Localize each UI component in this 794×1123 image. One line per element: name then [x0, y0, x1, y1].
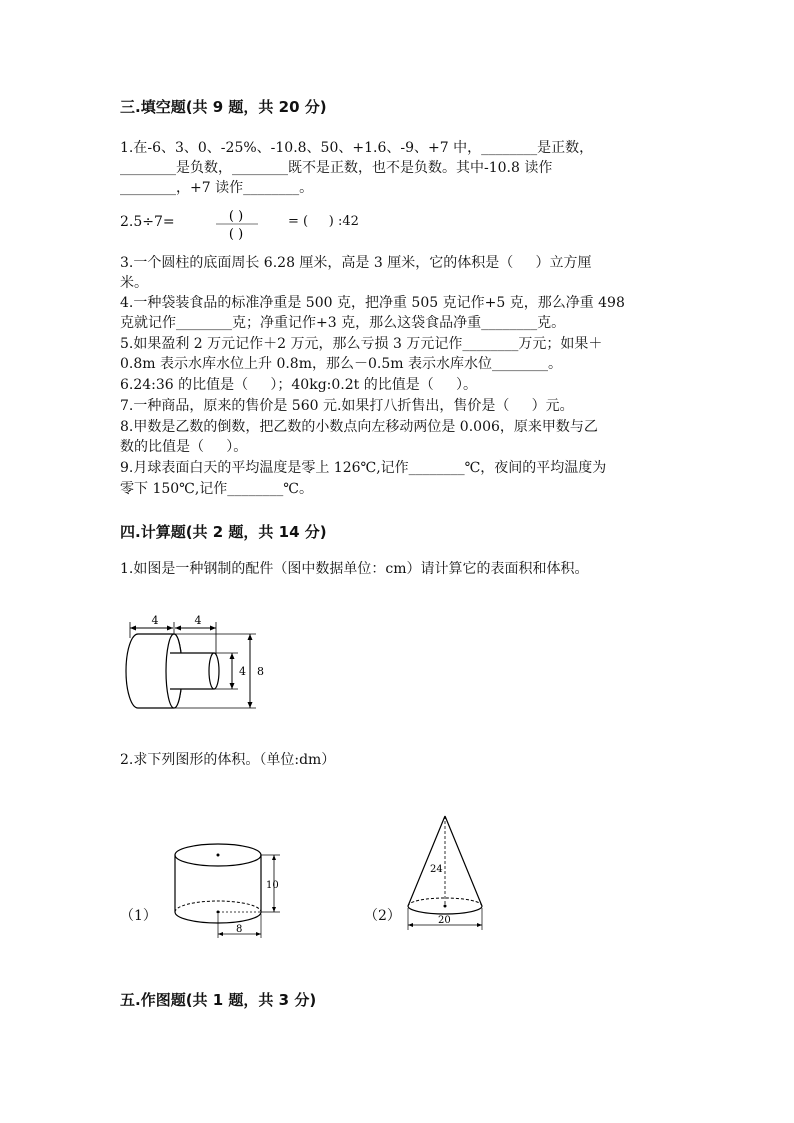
dim-label-2: 4	[194, 614, 202, 627]
section-heading-calculation: 四.计算题(共 2 题，共 14 分)	[120, 523, 327, 541]
fraction-denominator: ( )	[228, 227, 244, 242]
dim-label-4: 8	[257, 665, 264, 678]
calc-q2-text: 2.求下列图形的体积。（单位:dm）	[120, 752, 336, 768]
q1-line3: ________，+7 读作________。	[120, 180, 314, 196]
figure-label-1: （1）	[120, 908, 157, 924]
dim-label-1: 4	[151, 614, 159, 627]
q8-line2: 数的比值是（ ）。	[120, 439, 248, 455]
calc-q1-text: 1.如图是一种钢制的配件（图中数据单位：cm）请计算它的表面积和体积。	[120, 561, 589, 577]
q2-ratio: = ( ) :42	[288, 214, 359, 229]
fraction-numerator: ( )	[228, 209, 244, 224]
cone-diameter-label: 20	[438, 915, 451, 926]
figure-label-2: （2）	[364, 908, 401, 924]
section-heading-drawing: 五.作图题(共 1 题，共 3 分)	[120, 991, 317, 1009]
cylinder-height-label: 10	[266, 880, 279, 891]
q3-line2: 米。	[120, 275, 148, 291]
q7-line: 7.一种商品，原来的售价是 560 元.如果打八折售出，售价是（ ）元。	[120, 398, 574, 414]
q9-line1: 9.月球表面白天的平均温度是零上 126℃,记作________℃，夜间的平均温度为	[120, 460, 607, 476]
q2-prefix: 2.5÷7=	[120, 214, 175, 230]
q5-line1: 5.如果盈利 2 万元记作＋2 万元，那么亏损 3 万元记作________万元；如果＋	[120, 336, 603, 352]
fraction-blank	[208, 206, 264, 242]
q3-line1: 3.一个圆柱的底面周长 6.28 厘米，高是 3 厘米，它的体积是（ ）立方厘	[120, 255, 592, 271]
cylinder-radius-label: 8	[236, 924, 243, 935]
q4-line1: 4.一种袋装食品的标准净重是 500 克，把净重 505 克记作+5 克，那么净重 498	[120, 295, 625, 311]
cone-figure	[402, 810, 492, 934]
cone-height-label: 24	[430, 864, 443, 875]
steel-part-figure	[118, 608, 278, 714]
dim-label-3: 4	[239, 665, 246, 678]
q1-line1: 1.在-6、3、0、-25%、-10.8、50、+1.6、-9、+7 中，________是正数，	[120, 140, 594, 156]
q4-line2: 克就记作________克；净重记作+3 克，那么这袋食品净重________克。	[120, 315, 566, 331]
section-heading-fill-blank: 三.填空题(共 9 题，共 20 分)	[120, 98, 327, 116]
q6-line: 6.24:36 的比值是（ ）；40kg:0.2t 的比值是（ ）。	[120, 377, 477, 393]
q5-line2: 0.8m 表示水库水位上升 0.8m，那么－0.5m 表示水库水位________。	[120, 356, 562, 372]
q8-line1: 8.甲数是乙数的倒数，把乙数的小数点向左移动两位是 0.006，原来甲数与乙	[120, 419, 598, 435]
q1-line2: ________是负数，________既不是正数，也不是负数。其中-10.8 读作	[120, 160, 553, 176]
q9-line2: 零下 150℃,记作________℃。	[120, 481, 313, 497]
cylinder-figure	[168, 834, 288, 942]
